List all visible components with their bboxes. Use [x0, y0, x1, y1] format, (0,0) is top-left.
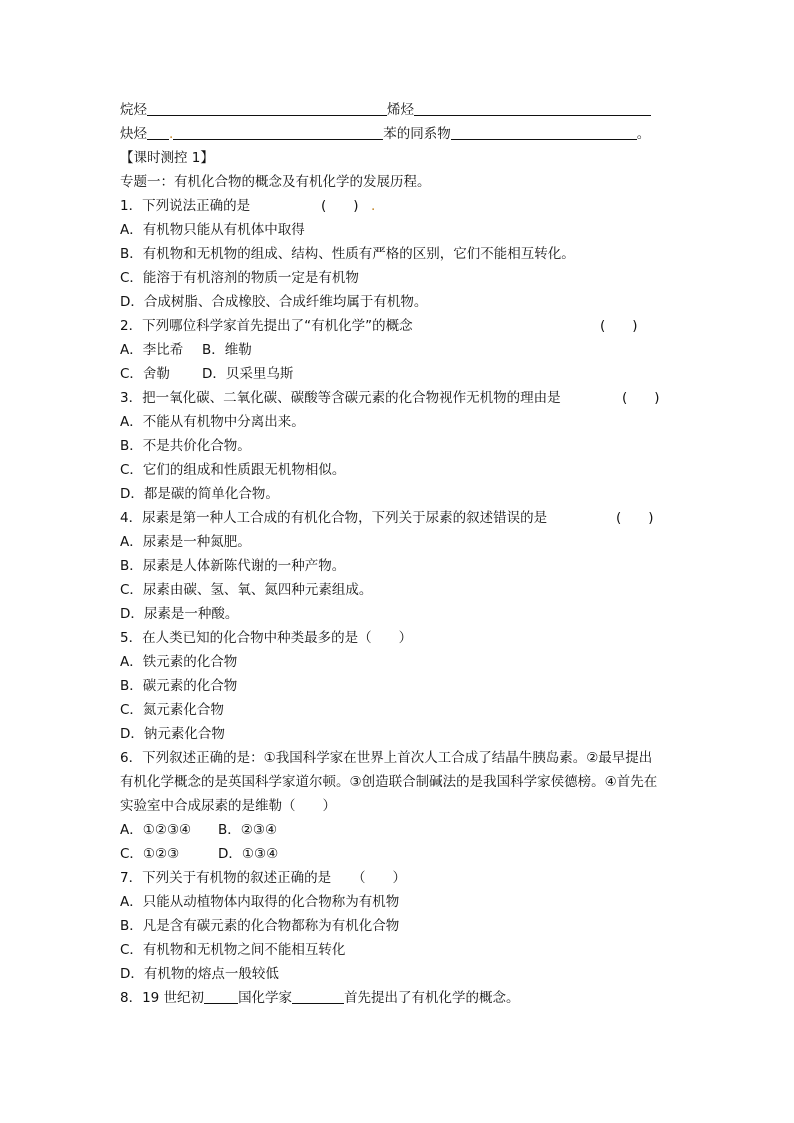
question-4-text: 4．尿素是第一种人工合成的有机化合物，下列关于尿素的叙述错误的是: [120, 510, 548, 526]
question-5-stem: 5．在人类已知的化合物中种类最多的是（ ）: [120, 630, 413, 646]
question-2-stem: [120, 314, 690, 338]
question-8-text-b: 国化学家: [238, 990, 293, 1006]
question-7-option-d: D．有机物的熔点一般较低: [120, 966, 279, 982]
question-3-option-d: D．都是碳的简单化合物。: [120, 486, 279, 502]
question-6-option-d: D．①③④: [218, 846, 279, 862]
question-3-stem: [120, 386, 690, 410]
alkyne-blank-2[interactable]: [173, 124, 383, 140]
topic-heading: 专题一：有机化合物的概念及有机化学的发展历程。: [120, 174, 431, 190]
alkane-blank[interactable]: [147, 100, 387, 116]
worksheet-page: [120, 98, 690, 1010]
question-6-stem-line-3: 实验室中合成尿素的是维勒（ ）: [120, 798, 336, 814]
question-1-stem: [120, 194, 690, 218]
question-7-option-c: C．有机物和无机物之间不能相互转化: [120, 942, 346, 958]
question-2-option-d: D．贝采里乌斯: [202, 366, 294, 382]
question-7-text: 7．下列关于有机物的叙述正确的是: [120, 870, 332, 886]
question-2-options-ab: [120, 338, 690, 362]
question-1-option-d: D．合成树脂、合成橡胶、合成纤维均属于有机物。: [120, 294, 428, 310]
alkane-label: 烷烃: [120, 102, 147, 118]
question-7-stem: [120, 866, 690, 890]
benzene-homolog-blank[interactable]: [451, 124, 637, 140]
question-4-option-a: A．尿素是一种氮肥。: [120, 534, 251, 550]
alkene-blank[interactable]: [414, 100, 651, 116]
question-8-scientist-blank[interactable]: [292, 988, 344, 1004]
question-3-option-b: B．不是共价化合物。: [120, 438, 251, 454]
question-1-option-b: B．有机物和无机物的组成、结构、性质有严格的区别，它们不能相互转化。: [120, 246, 575, 262]
question-6-options-cd: [120, 842, 690, 866]
question-6-stem-line-1: 6．下列叙述正确的是：①我国科学家在世界上首次人工合成了结晶牛胰岛素。②最早提出: [120, 750, 653, 766]
question-7-option-a: A．只能从动植物体内取得的化合物称为有机物: [120, 894, 400, 910]
question-2-answer-paren[interactable]: ( ): [600, 318, 638, 334]
alkyne-blank-1[interactable]: [147, 124, 169, 140]
question-3-option-a: A．不能从有机物中分离出来。: [120, 414, 305, 430]
question-2-option-b: B．维勒: [202, 342, 252, 358]
section-title: 【课时测控 1】: [120, 150, 214, 166]
question-7-option-b: B．凡是含有碳元素的化合物都称为有机化合物: [120, 918, 400, 934]
question-6-option-a: A．①②③④: [120, 822, 192, 838]
header-row-2: [120, 122, 690, 146]
question-2-options-cd: [120, 362, 690, 386]
question-5-option-c: C．氮元素化合物: [120, 702, 224, 718]
question-6-option-b: B．②③④: [218, 822, 278, 838]
question-8-text-a: 8．19 世纪初: [120, 990, 205, 1006]
question-6-option-c: C．①②③: [120, 846, 180, 862]
question-4-answer-paren[interactable]: ( ): [616, 510, 654, 526]
question-3-text: 3．把一氧化碳、二氧化碳、碳酸等含碳元素的化合物视作无机物的理由是: [120, 390, 561, 406]
question-5-option-d: D．钠元素化合物: [120, 726, 225, 742]
question-8-country-blank[interactable]: [204, 988, 238, 1004]
question-3-option-c: C．它们的组成和性质跟无机物相似。: [120, 462, 346, 478]
question-2-option-c: C．舍勒: [120, 366, 170, 382]
question-1-mark: .: [371, 198, 376, 214]
question-6-options-ab: [120, 818, 690, 842]
question-5-option-b: B．碳元素的化合物: [120, 678, 238, 694]
question-7-answer-paren[interactable]: （ ）: [352, 870, 406, 886]
question-4-stem: [120, 506, 690, 530]
question-3-answer-paren[interactable]: ( ): [622, 390, 660, 406]
question-6-stem-line-2: 有机化学概念的是英国科学家道尔顿。③创造联合制碱法的是我国科学家侯德榜。④首先在: [120, 774, 658, 790]
question-4-option-c: C．尿素由碳、氢、氧、氮四种元素组成。: [120, 582, 373, 598]
alkene-label: 烯烃: [387, 102, 414, 118]
question-1-text: 1．下列说法正确的是: [120, 198, 251, 214]
question-1-option-a: A．有机物只能从有机体中取得: [120, 222, 305, 238]
end-mark: 。: [636, 126, 651, 142]
alkyne-label: 炔烃: [120, 126, 147, 142]
benzene-homolog-label: 苯的同系物: [383, 126, 451, 142]
question-8: [120, 986, 690, 1010]
question-2-option-a: A．李比希: [120, 342, 184, 358]
header-row-1: [120, 98, 690, 122]
question-4-option-b: B．尿素是人体新陈代谢的一种产物。: [120, 558, 346, 574]
question-5-option-a: A．铁元素的化合物: [120, 654, 238, 670]
alkyne-mark: .: [169, 126, 174, 142]
question-4-option-d: D．尿素是一种酸。: [120, 606, 239, 622]
question-8-text-c: 首先提出了有机化学的概念。: [344, 990, 520, 1006]
question-1-answer-paren[interactable]: ( ): [321, 198, 359, 214]
question-2-text: 2．下列哪位科学家首先提出了“有机化学”的概念: [120, 318, 413, 334]
question-1-option-c: C．能溶于有机溶剂的物质一定是有机物: [120, 270, 359, 286]
